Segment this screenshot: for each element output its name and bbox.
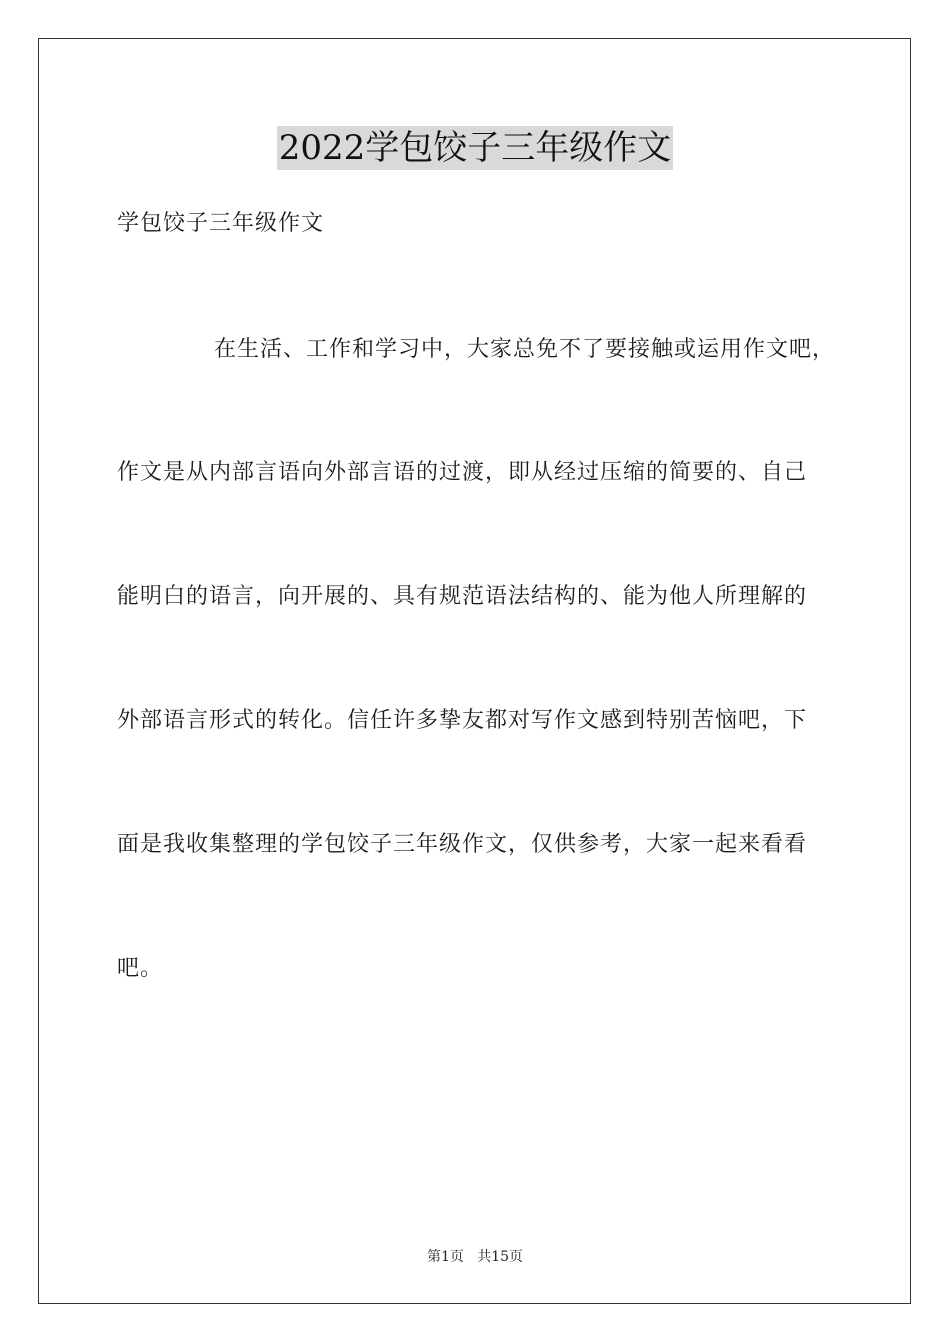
page-number-footer: 第1页 共15页 (426, 1249, 524, 1265)
paragraph-line-5: 面是我收集整理的学包饺子三年级作文，仅供参考，大家一起来看看 (117, 832, 808, 857)
paragraph-line-6: 吧。 (117, 956, 164, 981)
document-subtitle: 学包饺子三年级作文 (117, 211, 325, 236)
document-title-text: 2022学包饺子三年级作文 (278, 128, 672, 168)
paragraph-line-1: 在生活、工作和学习中，大家总免不了要接触或运用作文吧， (214, 337, 836, 362)
document-title (0, 126, 950, 170)
paragraph-line-4: 外部语言形式的转化。信任许多挚友都对写作文感到特别苦恼吧，下 (117, 708, 808, 733)
paragraph-line-3: 能明白的语言，向开展的、具有规范语法结构的、能为他人所理解的 (117, 584, 808, 609)
paragraph-line-2: 作文是从内部言语向外部言语的过渡，即从经过压缩的简要的、自己 (117, 460, 808, 485)
